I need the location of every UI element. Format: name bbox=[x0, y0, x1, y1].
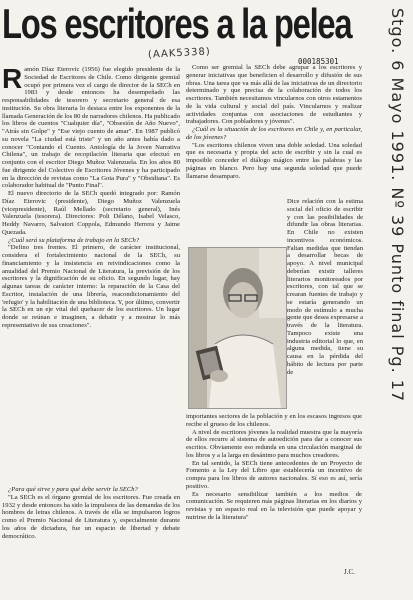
question-plataforma: ¿Cuál será su plataforma de trabajo en la SECh? bbox=[8, 236, 140, 244]
answer-situacion: "Los escritores chilenos viven una doble soledad. Una soledad que es necesaria y propia del acto de escribir y sin la cual es imposible conceder el diálogo mágico entre las palabras y las páginas en blanco. Pero hay una segunda soledad que puede llamarse desamparo. bbox=[186, 141, 362, 180]
ley-del-libro-paragraph: En tal sentido, la SECh tiene antecedentes de un Proyecto de Fomento a la Ley del Libro que establecería un incentivo de compra para los libros de autores nacionales. Sí eso es así, sería positivo. bbox=[186, 459, 362, 490]
directorio-paragraph: El nuevo directorio de la SECh quedó integrado por: Ramón Díaz Eterovic (presidente), Diego Muñoz Valenzuela (vicepresidente), Raúl Mellado (secretario general), Inés Valenzuela (tesorera). Directores: Poli Délano, Isabel Velasco, Heddy Navarro, Salvatori Coppola, Edmundo Herrera y Jaime Quezada. bbox=[2, 190, 180, 236]
headline: Los escritores a la pelea bbox=[2, 0, 352, 47]
author-photo-image bbox=[189, 248, 286, 408]
question-para-que-sirve: ¿Para qué sirve y para qué debe servir la SECh? bbox=[8, 486, 138, 493]
handwritten-margin-note bbox=[374, 0, 410, 600]
archive-id-number: 000185301 bbox=[298, 57, 339, 66]
desamparo-paragraph: Dice relación con la estima social del oficio de escribir y con las posibilidades de difundir las obras literarias. En Chile no existen incentivos económicos. Faltan medidas que tiendan a desarrollar becas de apoyo. A nivel municipal deberían existir talleres literarios monitoreados por escritores, con tal que se crearan fuentes de trabajo y se estaría generando un modo de estímulo a mucha gente que desea expresarse a través de la literatura. Tampoco existe una industria editorial lo que, en alguna medida, tiene su causa en la pérdida del hábito de lectura por parte de bbox=[287, 198, 363, 376]
drop-cap: R bbox=[2, 66, 23, 94]
column-1-bottom bbox=[2, 486, 180, 596]
column-1 bbox=[2, 66, 180, 486]
handwritten-note-text: Stgo. 6 Mayo 1991. Nº 39 Punto final Pg. 17 bbox=[388, 8, 407, 403]
column-2-bottom bbox=[186, 413, 362, 563]
jovenes-paragraph: A nivel de escritores jóvenes la realidad muestra que la mayoría de ellos recurre al sistema de autoedición para dar a conocer sus escritos. Obviamente eso redunda en una circulación marginal de los libros y a la larga en desánimo para muchos creadores. bbox=[186, 428, 362, 459]
medios-paragraph: Es necesario sensibilizar también a los medios de comunicación. Se requieren más páginas literarias en los diarios y revistas y un espacio real en la televisión que puede apoyar y nutrirse de la literatura" bbox=[186, 490, 362, 521]
answer-para-que-sirve: "La SECh es el órgano gremial de los escritores. Fue creada en 1932 y desde entonces ha sido la impulsora de las demandas de los hombres de letras chilenos. A través de ella se impulsaron logros como el Premio Nacional de Literatura y, especialmente durante los años de dictadura, fue un espacio de libertad y debate democrático. bbox=[2, 493, 180, 540]
archive-code-stamp: (AAK5338) bbox=[147, 46, 212, 61]
intro-text: amón Díaz Eterovic (1956) fue elegido presidente de la Sociedad de Escritores de Chile. Como dirigente gremial ocupó por primera vez el cargo de director de la SECh en 1983 y desde entonces ha desempeñado las responsabilidades de tesorero y secretario general de esa institución. Su obra literaria lo destaca entre los exponentes de la llamada Generación de los 80 de narradores chilenos. Ha publicado los libros de cuentos "Cualquier día", "Obsesión de Año Nuevo", "Atrás sin Golpe" y "Ese viejo cuento de amar". En 1987 publicó su novela "La ciudad está triste" y un año antes había dado a conocer "Contando el Cuento. Antología de la Joven Narrativa Chilena", un trabajo de recopilación literaria que efectuó en conjunto con el escritor Diego Muñoz Valenzuela. En los años 80 fue dirigente del Colectivo de Escritores Jóvenes y ha participado en la dirección de revistas como "La Gota Pura" y "Obsidiana". Es colaborador habitual de "Punto Final". bbox=[2, 66, 180, 190]
column-2-narrow bbox=[186, 193, 236, 253]
column-3 bbox=[287, 198, 363, 412]
gremial-paragraph: Como ser gremial la SECh debe agrupar a los escritores y generar iniciativas que beneficien el desarrollo y difusión de sus obras. Una tarea que va más allá de las iniciativas de un directorio determinado y que precisa de la colaboración de todos los escritores. También necesitamos vincularnos con otros estamentos de la vida cultural y social del país. Vincularnos y realizar actividades conjuntas con asociaciones de estudiantes y trabajadores. Con pobladores y jóvenes". bbox=[186, 64, 362, 126]
author-photo bbox=[188, 247, 287, 409]
lectura-paragraph: importantes sectores de la población y en los escasos ingresos que recibe el grueso de los chilenos. bbox=[186, 413, 362, 428]
intro-paragraph bbox=[2, 66, 180, 190]
answer-plataforma: "Defino tres frentes. El primero, de carácter institucional, considera el fortalecimiento nacional de la SECh, su financiamiento y la insistencia en reivindicaciones como la anualidad del Premio Nacional de Literatura, la previsión de los escritores y la dignificación de su oficio. En segundo lugar, hay algunas tareas de carácter interno: la reparación de la Casa del Escritor, instalación de una librería, reacondicionamiento del 'refugio' y la habilitación de una biblioteca. Y, por último, convertir la SECh en un eje vital del quehacer de los escritores. Un lugar donde se reúnan e imaginen, a debatir y a mostrar lo más representativo de sus creaciones". bbox=[2, 244, 180, 329]
byline: J.C. bbox=[344, 568, 355, 576]
question-situacion: ¿Cuál es la situación de los escritores en Chile y, en particular, de los jóvenes? bbox=[186, 126, 362, 141]
column-2-top bbox=[186, 64, 362, 192]
